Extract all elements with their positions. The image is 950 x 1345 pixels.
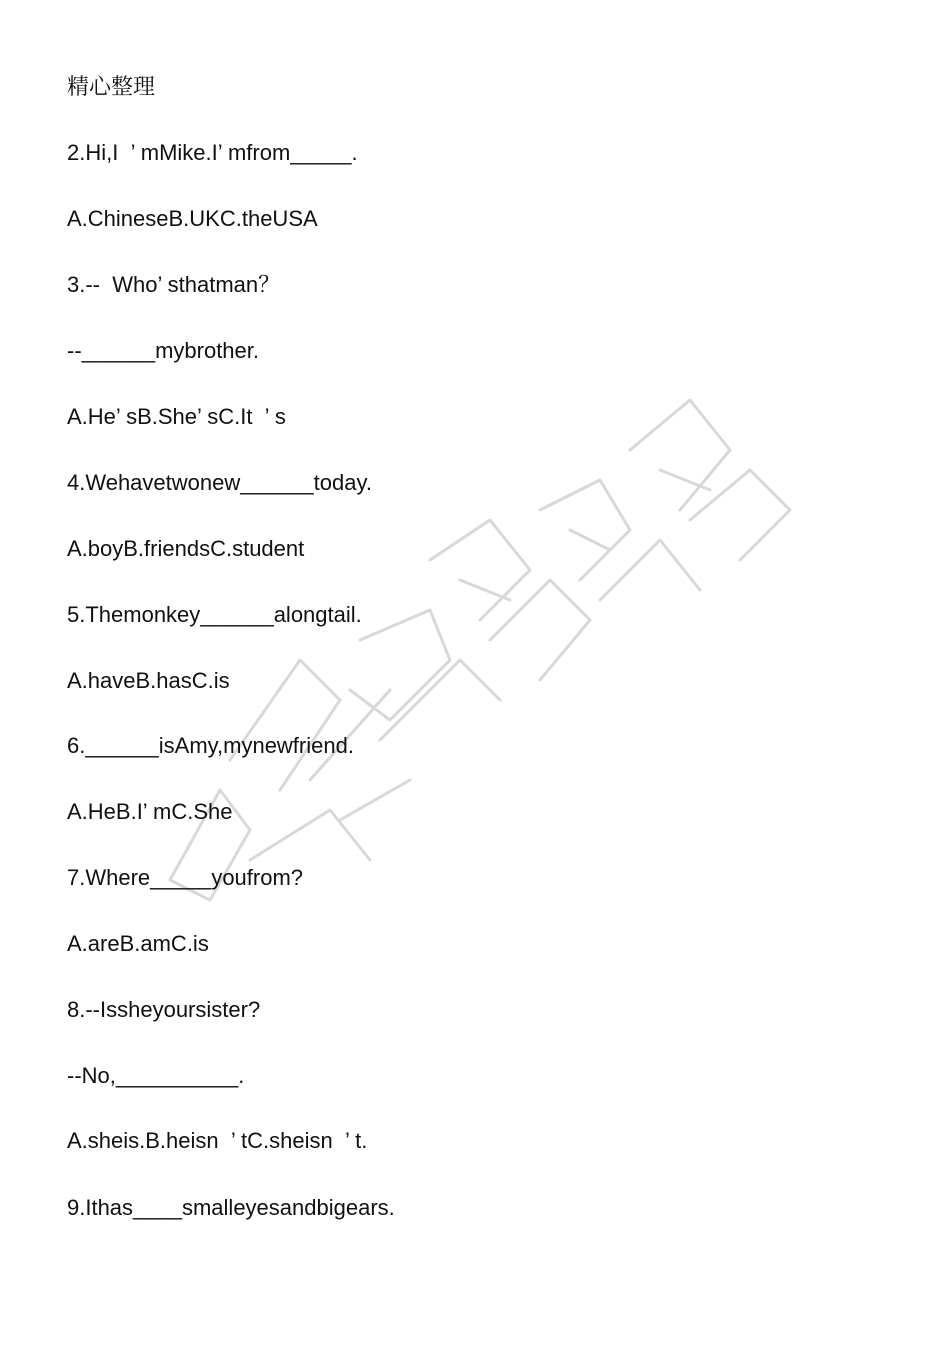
question-2-options: A.ChineseB.UKC.theUSA	[67, 206, 318, 231]
question-8: 8.--Issheyoursister?	[67, 997, 261, 1022]
question-3: 3.-- Who’ sthatman？	[67, 272, 281, 297]
question-2: 2.Hi,I ’ mMike.I’ mfrom_____.	[67, 140, 358, 165]
question-4-options: A.boyB.friendsC.student	[67, 536, 305, 561]
question-9: 9.Ithas____smalleyesandbigears.	[67, 1195, 395, 1220]
question-5-options: A.haveB.hasC.is	[67, 668, 230, 693]
question-6-options: A.HeB.I’ mC.She	[67, 799, 233, 824]
question-7: 7.Where_____youfrom?	[67, 865, 304, 890]
question-8-response: --No,__________.	[67, 1063, 245, 1088]
question-3-response: --______mybrother.	[67, 338, 259, 363]
question-5: 5.Themonkey______alongtail.	[67, 602, 362, 627]
question-3-options: A.He’ sB.She’ sC.It ’ s	[67, 404, 286, 429]
question-6: 6.______isAmy,mynewfriend.	[67, 733, 354, 758]
question-8-options: A.sheis.B.heisn ’ tC.sheisn ’ t.	[67, 1128, 368, 1153]
watermark-graphic	[130, 360, 810, 920]
question-7-options: A.areB.amC.is	[67, 931, 209, 956]
question-4: 4.Wehavetwonew______today.	[67, 470, 372, 495]
page-header: 精心整理	[67, 75, 156, 100]
